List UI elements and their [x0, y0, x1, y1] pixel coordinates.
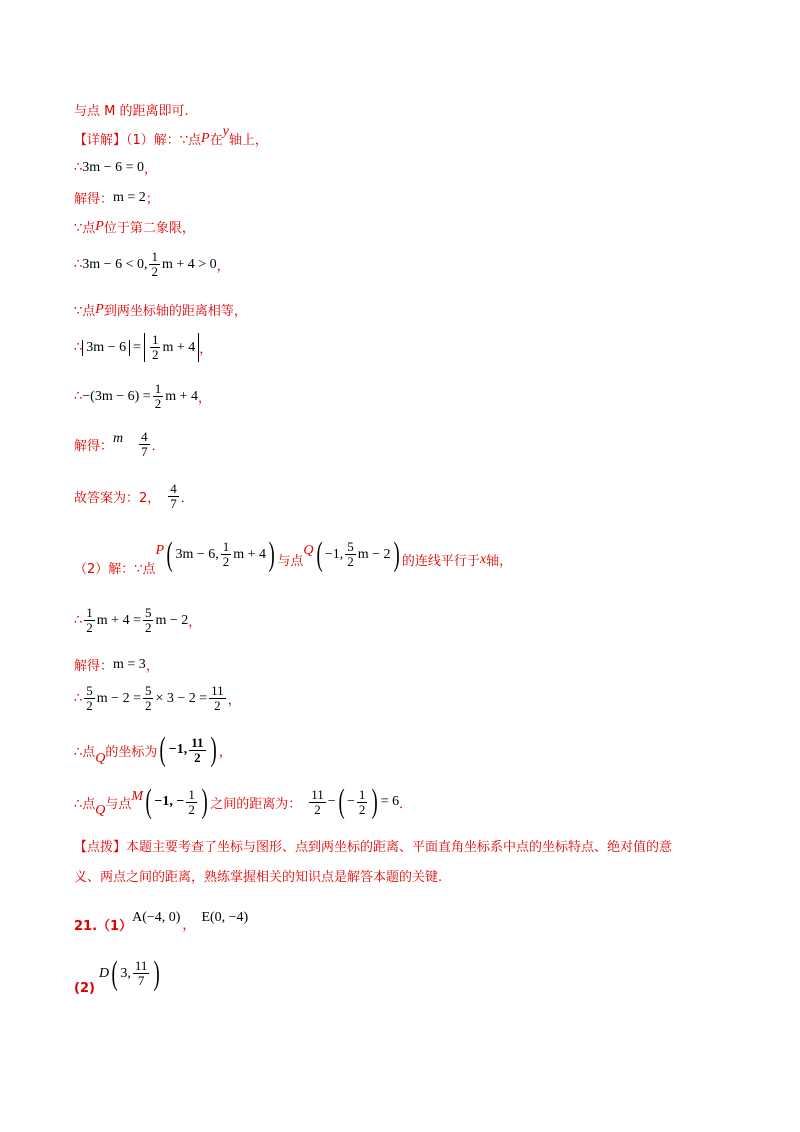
- line-neg-eq: [74, 382, 211, 411]
- therefore-symbol: ∴: [74, 340, 83, 355]
- equation-left: −(3m − 6) =: [82, 388, 151, 404]
- parallel-text: 的连线平行于: [401, 554, 480, 569]
- solve-label: 解得：: [74, 659, 114, 674]
- punctuation: ；: [145, 192, 159, 207]
- fraction-denominator: 2: [151, 264, 158, 279]
- line-tip-1: [74, 836, 672, 855]
- minus: −: [347, 794, 355, 809]
- fraction-denominator: 7: [141, 444, 148, 459]
- equation-right: m − 2: [155, 612, 189, 628]
- fraction-eleven-halves: [309, 788, 326, 817]
- line-tip-2: [74, 866, 442, 885]
- tip-text: 义、两点之间的距离，熟练掌握相关的知识点是解答本题的关键.: [74, 870, 443, 885]
- line-compute: [74, 684, 241, 713]
- paren-open: (: [316, 535, 323, 573]
- punctuation: ，: [143, 162, 157, 177]
- fraction-half: [357, 788, 368, 817]
- fraction-denominator: 2: [222, 554, 230, 569]
- fraction-numerator: 11: [211, 683, 224, 698]
- line-part2: [74, 532, 512, 577]
- line-q21-2: [74, 951, 163, 996]
- detail-heading: 【详解】（1）解：∵点: [74, 133, 202, 148]
- fraction-numerator: 1: [86, 605, 93, 620]
- line-intro: [74, 100, 189, 119]
- solve-label: 解得：: [74, 439, 114, 454]
- fraction-four-sevenths: [168, 482, 179, 511]
- d-coord: 3,: [120, 965, 131, 981]
- punctuation: ，: [188, 615, 202, 630]
- paren-close: ): [201, 783, 208, 820]
- paren-open: (: [159, 731, 167, 768]
- paren-open: (: [338, 783, 345, 820]
- var-m: m: [113, 430, 124, 446]
- therefore-symbol: ∴: [74, 160, 83, 175]
- fraction-four-sevenths: [139, 430, 150, 459]
- fraction-denominator: 2: [214, 698, 221, 713]
- var-q: Q: [303, 542, 314, 558]
- punctuation: ，: [182, 918, 196, 933]
- fraction-numerator: 5: [144, 605, 152, 620]
- compute-mid: × 3 − 2 =: [155, 690, 208, 706]
- fraction-half: [149, 250, 160, 279]
- abs-left: 3m − 6: [82, 340, 130, 356]
- fraction-denominator: 2: [347, 554, 354, 569]
- axis-text: 轴，: [486, 554, 513, 569]
- fraction-denominator: 2: [86, 698, 93, 713]
- fraction-numerator: 4: [170, 481, 177, 496]
- point-d: D: [98, 965, 110, 981]
- paren-open: (: [166, 535, 173, 573]
- fraction-numerator: 1: [222, 539, 230, 554]
- compute-left: m − 2 =: [96, 690, 141, 706]
- text-zai: 在: [209, 133, 223, 148]
- text-and-point: 与点: [277, 554, 304, 569]
- quadrant-text: 位于第二象限，: [103, 221, 195, 236]
- line-detail-heading: [74, 123, 268, 148]
- line-answer: [74, 482, 194, 511]
- fraction-denominator: 2: [314, 801, 321, 817]
- line-q-coords: [74, 731, 232, 768]
- distance-text: 到两坐标轴的距离相等，: [103, 304, 247, 319]
- paren-open: (: [111, 954, 118, 992]
- line-solve-1: [74, 188, 159, 207]
- line-solve-3: [74, 655, 159, 674]
- fraction-numerator: 5: [144, 683, 152, 698]
- fraction-denominator: 7: [137, 973, 145, 988]
- fraction-five-halves: [143, 684, 154, 713]
- var-q: Q: [95, 751, 106, 766]
- var-p: P: [201, 130, 210, 146]
- intro-text: 与点 M 的距离即可.: [74, 104, 189, 119]
- question-number: 21.（1）: [74, 919, 133, 934]
- fraction-denominator: 2: [151, 347, 159, 362]
- therefore-symbol: ∴: [74, 389, 83, 404]
- inequality: m + 4 > 0: [161, 256, 217, 272]
- therefore-point: ∴点: [74, 744, 96, 760]
- therefore-symbol: ∴: [74, 257, 83, 272]
- text-and-point: 与点: [105, 796, 132, 812]
- fraction-numerator: 1: [151, 249, 158, 264]
- fraction-denominator: 2: [194, 749, 201, 765]
- var-x: x: [479, 551, 487, 567]
- fraction-numerator: 11: [191, 734, 204, 750]
- fraction-half: [153, 382, 164, 411]
- m-coord: −1, −: [154, 794, 185, 809]
- fraction-numerator: 11: [311, 786, 324, 802]
- fraction-numerator: 11: [134, 958, 148, 973]
- punctuation: ，: [218, 744, 232, 760]
- line-eq-part2: [74, 606, 201, 635]
- fraction-denominator: 7: [170, 496, 177, 511]
- paren-close: ): [393, 535, 400, 573]
- fraction-half: [186, 788, 197, 817]
- var-m-point: M: [131, 789, 144, 804]
- equation-left: m + 4 =: [96, 612, 141, 628]
- fraction-numerator: 5: [347, 539, 354, 554]
- punctuation: ，: [216, 259, 230, 274]
- fraction-denominator: 2: [358, 801, 366, 817]
- fraction-five-halves: [143, 606, 154, 635]
- paren-close: ): [153, 954, 161, 992]
- coord-text: 的坐标为: [105, 744, 158, 760]
- fraction-numerator: 4: [141, 429, 148, 444]
- equation: m = 2: [113, 189, 146, 205]
- fraction-numerator: 5: [86, 683, 93, 698]
- therefore-symbol: ∴: [74, 613, 83, 628]
- p-coord-x: 3m − 6,: [175, 546, 219, 562]
- result: = 6: [380, 794, 400, 809]
- fraction-denominator: 2: [86, 620, 93, 635]
- paren-close: ): [210, 731, 217, 768]
- fraction-five-halves: [345, 540, 356, 569]
- line-distance: [74, 783, 413, 820]
- fraction-numerator: 1: [358, 786, 366, 802]
- line-eq-1: [74, 158, 157, 177]
- punctuation: ，: [199, 342, 213, 357]
- fraction-denominator: 2: [144, 620, 152, 635]
- equals: =: [133, 339, 141, 355]
- fraction-eleven-halves: [189, 736, 205, 765]
- line-equal-distance: [74, 300, 247, 319]
- paren-close: ): [371, 783, 379, 820]
- because-text: ∵点: [74, 221, 96, 236]
- var-p: P: [95, 218, 104, 234]
- var-y: y: [222, 123, 229, 139]
- distance-text: 之间的距离为：: [210, 796, 302, 812]
- fraction-denominator: 2: [144, 698, 152, 713]
- punctuation: ．: [151, 439, 165, 454]
- abs-right: $\frac{1}{2}$ m + 4: [144, 333, 199, 362]
- punctuation: ．: [180, 491, 194, 506]
- equation: 3m − 6 = 0: [82, 159, 144, 175]
- fraction-eleven-halves: [209, 684, 226, 713]
- q-coord-y: m − 2: [357, 546, 391, 562]
- paren-open: (: [145, 783, 152, 820]
- part-label: (2): [74, 981, 95, 996]
- tip-text: 【点拨】本题主要考查了坐标与图形、点到两坐标的距离、平面直角坐标系中点的坐标特点、绝对值的意: [74, 840, 673, 855]
- fraction-denominator: 2: [154, 396, 162, 411]
- line-solve-2: [74, 430, 165, 459]
- q-coord-x: −1,: [168, 742, 188, 757]
- line-inequalities: [74, 250, 230, 279]
- fraction-numerator: 1: [188, 786, 195, 802]
- fraction-eleven-sevenths: [133, 959, 150, 988]
- inequality: 3m − 6 < 0,: [82, 256, 148, 272]
- minus: −: [327, 794, 336, 809]
- answer-text: 故答案为：2，: [74, 491, 161, 506]
- line-q21-1: [74, 901, 248, 934]
- punctuation: ，: [145, 659, 159, 674]
- fraction-numerator: 1: [154, 381, 162, 396]
- point-a: A(−4, 0): [132, 909, 181, 925]
- equation-right: m + 4: [165, 388, 198, 404]
- line-abs-eq: [74, 333, 212, 362]
- part2-label: （2）解：∵点: [74, 562, 156, 577]
- paren-close: ): [268, 535, 275, 573]
- punctuation: ．: [399, 796, 413, 812]
- fraction-half: [84, 606, 95, 635]
- q-coord-x: −1,: [324, 546, 344, 562]
- fraction-five-halves: [84, 684, 95, 713]
- solve-label: 解得：: [74, 192, 114, 207]
- fraction-half: [150, 333, 161, 362]
- therefore-point: ∴点: [74, 796, 96, 812]
- var-p: P: [155, 542, 165, 558]
- fraction-denominator: 2: [188, 801, 195, 817]
- point-e: E(0, −4): [201, 909, 249, 925]
- var-p: P: [95, 301, 104, 317]
- because-text: ∵点: [74, 304, 96, 319]
- p-coord-y: m + 4: [233, 546, 267, 562]
- line-quadrant: [74, 217, 195, 236]
- therefore-symbol: ∴: [74, 691, 83, 706]
- equation: m = 3: [113, 656, 146, 672]
- fraction-half: [221, 540, 232, 569]
- fraction-numerator: 1: [151, 332, 159, 347]
- punctuation: ，: [197, 391, 211, 406]
- text-axis-on: 轴上，: [228, 133, 268, 148]
- var-q: Q: [95, 803, 106, 818]
- punctuation: ，: [227, 693, 241, 708]
